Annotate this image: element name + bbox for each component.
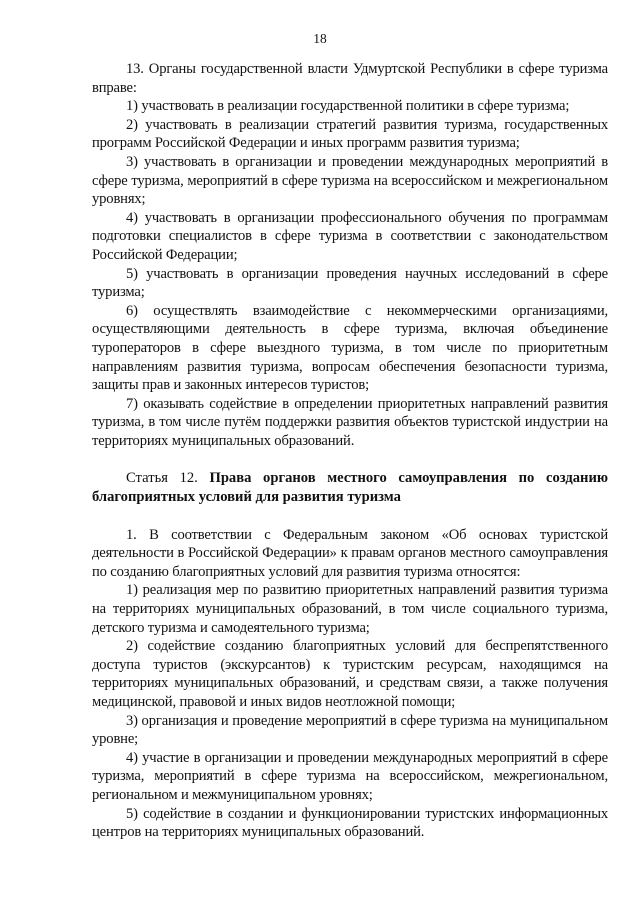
paragraph-13-intro: 13. Органы государственной власти Удмуртской Республики в сфере туризма вправе: bbox=[92, 61, 608, 96]
list-item: 2) участвовать в реализации стратегий развития туризма, государственных программ Российской Федерации и иных программ развития туризма; bbox=[92, 116, 608, 152]
list-item: 5) участвовать в организации проведения научных исследований в сфере туризма; bbox=[92, 265, 608, 301]
article-12 bbox=[92, 469, 608, 841]
article-title: Права органов местного самоуправления по созданию благоприятных условий для развития туризма bbox=[92, 470, 608, 506]
list-item: 6) осуществлять взаимодействие с некоммерческими организациями, осуществляющими деятельность в сфере туризма, включая объединение туроператоров в сфере выездного туризма, в том числе по приоритетным направлениям развития туризма, вопросам обеспечения безопасности туризма, защиты прав и законных интересов туристов; bbox=[92, 302, 608, 394]
list-item: 1) реализация мер по развитию приоритетных направлений развития туризма на территориях муниципальных образований, в том числе социального туризма, детского туризма и самодеятельного туризма; bbox=[92, 582, 608, 636]
page-content bbox=[92, 60, 608, 842]
list-item: 3) организация и проведение мероприятий в сфере туризма на муниципальном уровне; bbox=[92, 712, 608, 748]
list-item: 7) оказывать содействие в определении приоритетных направлений развития туризма, в том числе путём поддержки развития объектов туристской индустрии на территориях муниципальных образований. bbox=[92, 395, 608, 449]
paragraph-12-intro: 1. В соответствии с Федеральным законом «Об основах туристской деятельности в Российской Федерации» к правам органов местного самоуправления по созданию благоприятных условий для развития туризма относятся: bbox=[92, 526, 608, 580]
list-item: 4) участвовать в организации профессионального обучения по программам подготовки специалистов в сфере туризма в соответствии с законодательством Российской Федерации; bbox=[92, 209, 608, 263]
list-item: 2) содействие созданию благоприятных условий для беспрепятственного доступа туристов (экскурсантов) к туристским ресурсам, находящимся на территориях муниципальных образований, и средствам связи, а также получения медицинской, правовой и иных видов неотложной помощи; bbox=[92, 638, 608, 710]
list-item: 3) участвовать в организации и проведении международных мероприятий в сфере туризма, мероприятий в сфере туризма на всероссийском и межрегиональном уровнях; bbox=[92, 153, 608, 208]
list-item: 1) участвовать в реализации государственной политики в сфере туризма; bbox=[126, 98, 570, 115]
article-heading bbox=[92, 469, 608, 506]
page-number: 18 bbox=[313, 31, 327, 46]
list-item: 4) участие в организации и проведении международных мероприятий в сфере туризма, мероприятий в сфере туризма на всероссийском, межрегиональном, региональном и межмуниципальном уровнях; bbox=[92, 749, 608, 803]
list-item: 5) содействие в создании и функционировании туристских информационных центров на территориях муниципальных образований. bbox=[92, 805, 608, 841]
article-13-part bbox=[92, 60, 608, 450]
article-label: Статья 12. bbox=[126, 470, 198, 487]
